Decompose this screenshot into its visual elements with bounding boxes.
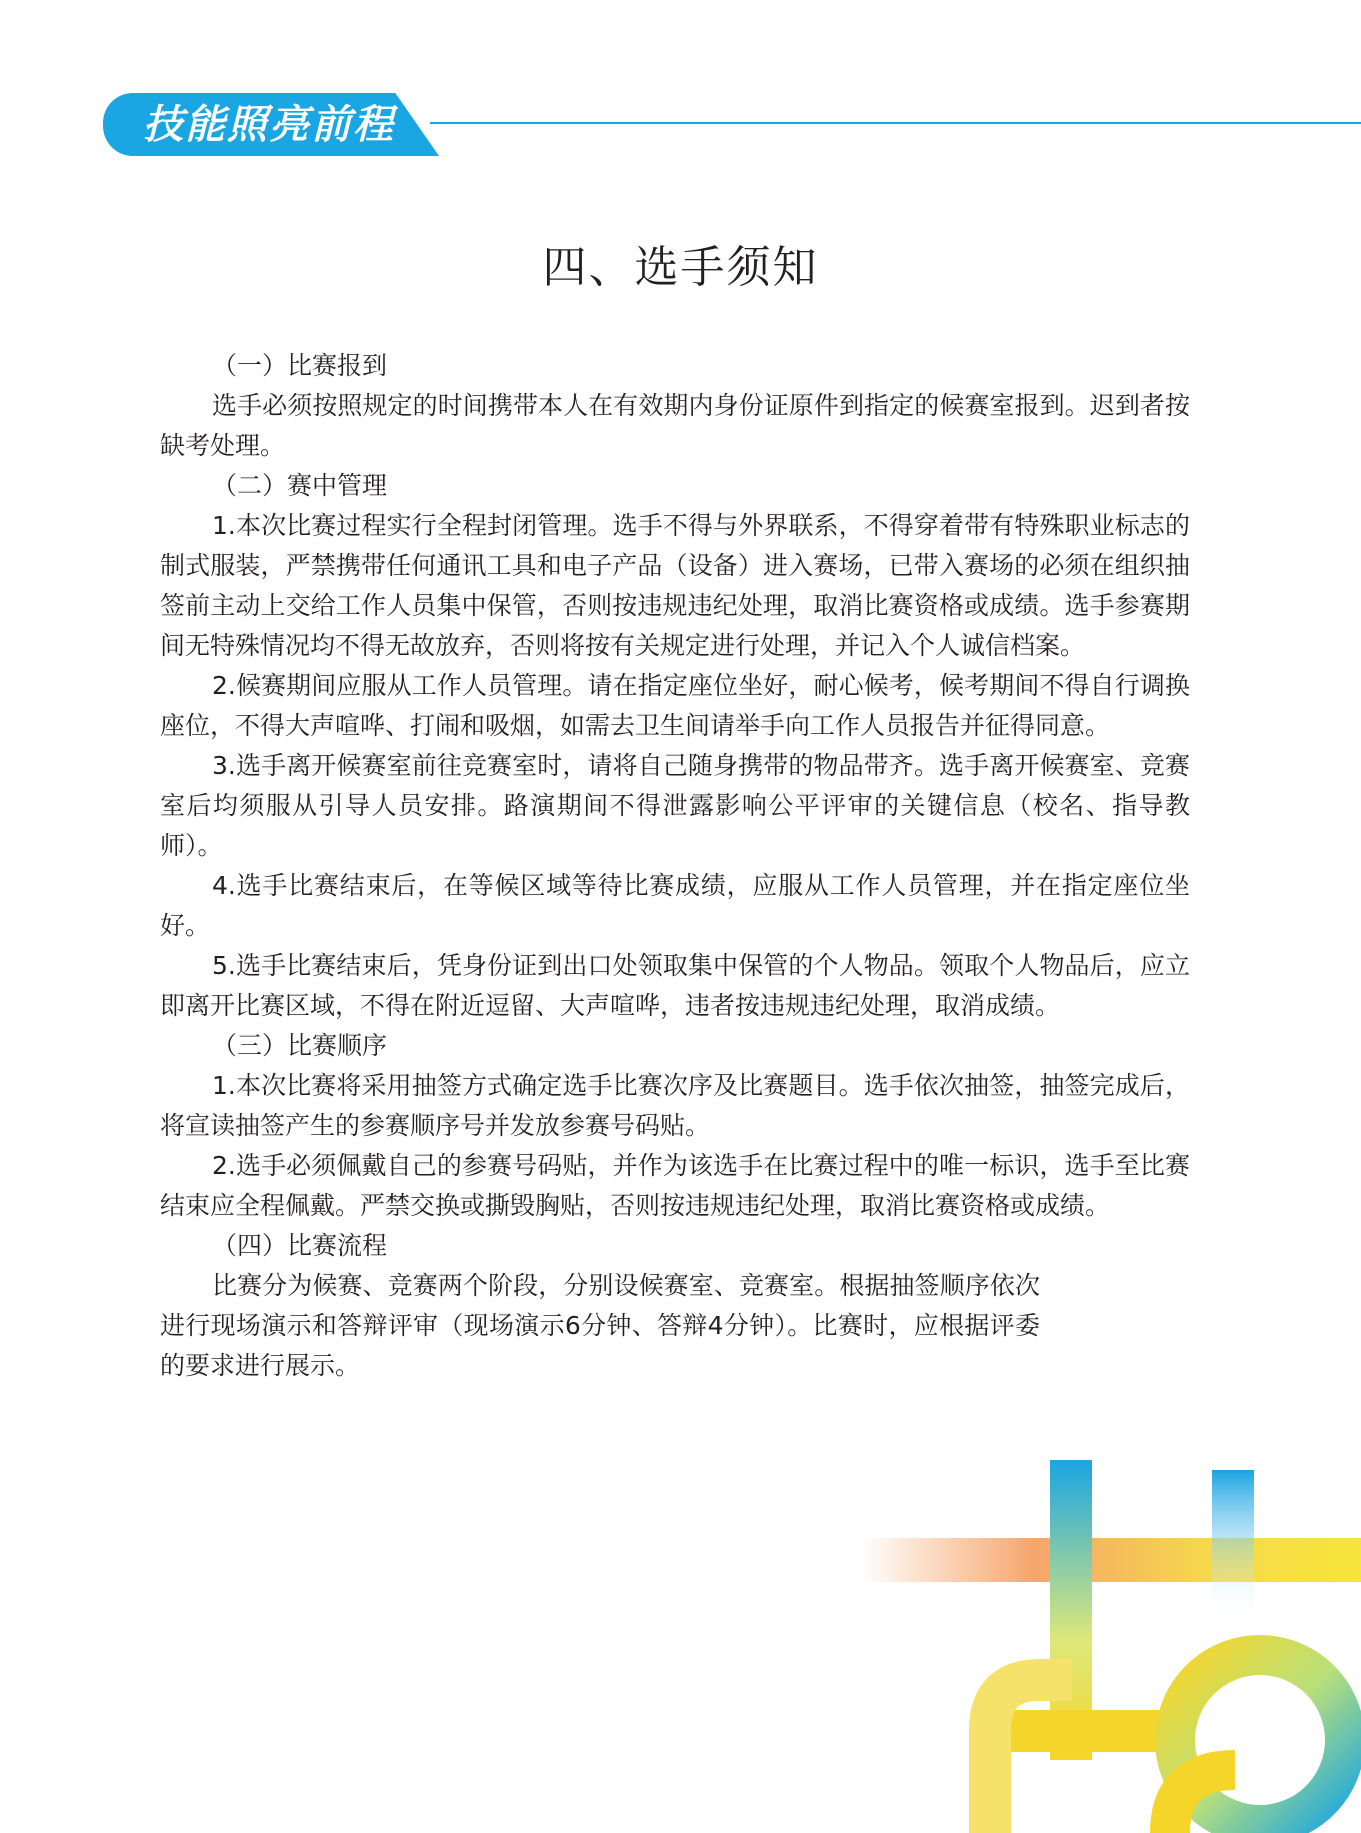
header-divider [430, 122, 1361, 124]
paragraph: 5.选手比赛结束后，凭身份证到出口处领取集中保管的个人物品。领取个人物品后，应立即离开比赛区域，不得在附近逗留、大声喧哗，违者按违规违纪处理，取消成绩。 [160, 951, 1190, 1020]
page-title: 四、选手须知 [542, 242, 819, 293]
paragraph: 比赛分为候赛、竞赛两个阶段，分别设候赛室、竞赛室。根据抽签顺序依次进行现场演示和答辩评审（现场演示6分钟、答辩4分钟）。比赛时，应根据评委的要求进行展示。 [160, 1271, 1040, 1380]
paragraph: 2.选手必须佩戴自己的参赛号码贴，并作为该选手在比赛过程中的唯一标识，选手至比赛结束应全程佩戴。严禁交换或撕毁胸贴，否则按违规违纪处理，取消比赛资格或成绩。 [160, 1151, 1190, 1220]
paragraph: 3.选手离开候赛室前往竞赛室时，请将自己随身携带的物品带齐。选手离开候赛室、竞赛室后均须服从引导人员安排。路演期间不得泄露影响公平评审的关键信息（校名、指导教师）。 [160, 751, 1190, 860]
header-title: 技能照亮前程 [143, 101, 395, 148]
decorative-graphic [840, 1440, 1361, 1833]
paragraph: 1.本次比赛将采用抽签方式确定选手比赛次序及比赛题目。选手依次抽签，抽签完成后，将宣读抽签产生的参赛顺序号并发放参赛号码贴。 [160, 1071, 1190, 1140]
section-heading-3: （三）比赛顺序 [212, 1031, 388, 1060]
section-heading-2: （二）赛中管理 [212, 471, 388, 500]
paragraph: 4.选手比赛结束后，在等候区域等待比赛成绩，应服从工作人员管理，并在指定座位坐好。 [160, 871, 1190, 940]
section-heading-1: （一）比赛报到 [212, 351, 388, 380]
paragraph: 选手必须按照规定的时间携带本人在有效期内身份证原件到指定的候赛室报到。迟到者按缺考处理。 [160, 391, 1190, 460]
paragraph: 1.本次比赛过程实行全程封闭管理。选手不得与外界联系，不得穿着带有特殊职业标志的制式服装，严禁携带任何通讯工具和电子产品（设备）进入赛场，已带入赛场的必须在组织抽签前主动上交给工作人员集中保管，否则按违规违纪处理，取消比赛资格或成绩。选手参赛期间无特殊情况均不得无故放弃，否则将按有关规定进行处理，并记入个人诚信档案。 [160, 511, 1190, 660]
document-body [160, 346, 1190, 1386]
paragraph: 2.候赛期间应服从工作人员管理。请在指定座位坐好，耐心候考，候考期间不得自行调换座位，不得大声喧哗、打闹和吸烟，如需去卫生间请举手向工作人员报告并征得同意。 [160, 671, 1190, 740]
section-heading-4: （四）比赛流程 [212, 1231, 388, 1260]
